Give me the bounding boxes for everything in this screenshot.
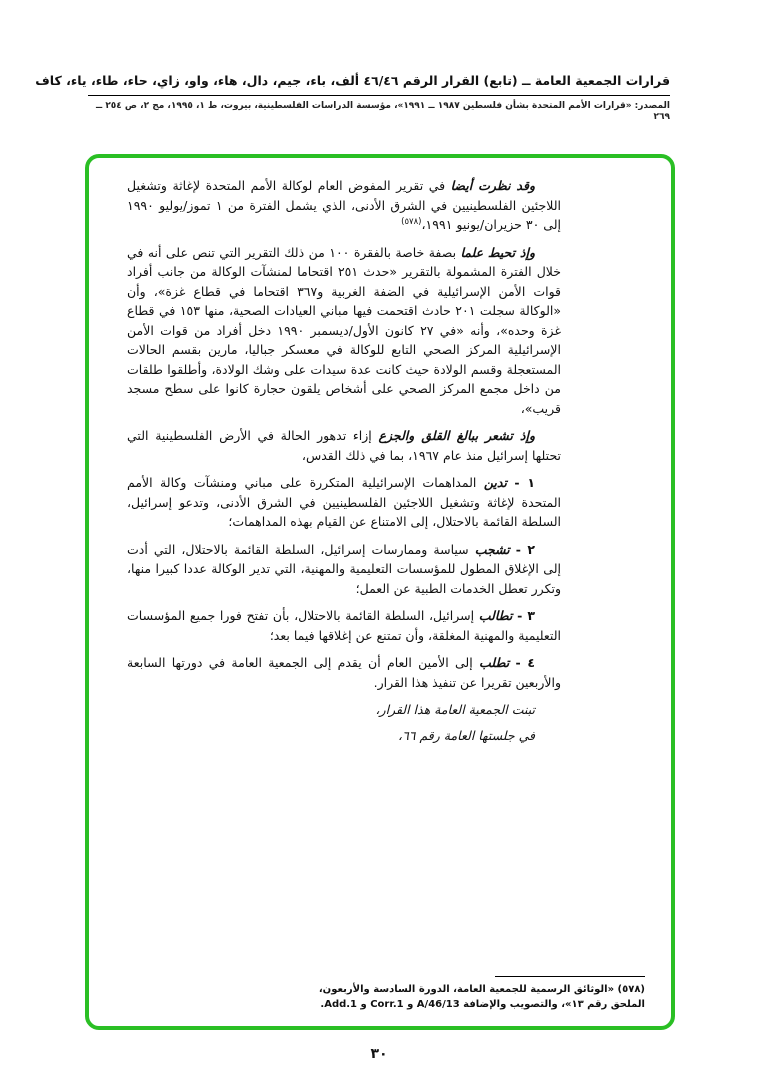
adoption-line: تبنت الجمعية العامة هذا القرار، — [375, 702, 535, 717]
operative-item — [127, 473, 561, 532]
paragraph-text: في تقرير المفوض العام لوكالة الأمم المتحدة لإغاثة وتشغيل اللاجئين الفلسطينيين في الشرق الأدنى، الذي يشمل الفترة من ١ تموز/يوليو ١٩٩٠ إلى ٣٠ حزيران/يونيو ١٩٩١، — [127, 178, 561, 232]
preamble-paragraph — [127, 426, 561, 465]
body-text-column — [127, 176, 561, 745]
footnote-ref: (٥٧٨) — [401, 216, 422, 227]
page-header: قرارات الجمعية العامة ــ (تابع) القرار الرقم ٤٦/٤٦ ألف، باء، جيم، دال، هاء، واو، زاي، حاء، طاء، ياء، كاف — [35, 73, 670, 88]
session-line: في جلستها العامة رقم ٦٦، — [398, 727, 535, 743]
item-number: ٤ - — [515, 655, 536, 670]
footnote — [311, 976, 645, 1012]
paragraph-lead: وقد نظرت أيضا — [450, 178, 535, 193]
header-rule — [88, 95, 670, 96]
paragraph-lead: وإذ تحيط علما — [460, 244, 535, 260]
item-lead: تطالب — [478, 608, 513, 623]
footnote-text: (٥٧٨) «الوثائق الرسمية للجمعية العامة، الدورة السادسة والأربعون، الملحق رقم ١٣»، والتصويب والإضافة A/46/13 و Corr.1 و Add.1. — [318, 984, 645, 1010]
item-number: ٢ - — [515, 541, 535, 557]
item-text: سياسة وممارسات إسرائيل، السلطة القائمة بالاحتلال، التي أدت إلى الإغلاق المطول للمؤسسات التعليمية والمهنية، التي تدير الوكالة عددا كبيرا منها، وتكرر تعطل الخدمات الطبية عن العمل؛ — [127, 541, 561, 596]
item-number: ٣ - — [517, 608, 535, 623]
item-lead: تشجب — [474, 541, 510, 557]
operative-item — [127, 606, 561, 645]
item-number: ١ - — [514, 475, 535, 490]
preamble-paragraph — [127, 243, 561, 419]
source-line: المصدر: «قرارات الأمم المتحدة بشأن فلسطين ١٩٨٧ ــ ١٩٩١»، مؤسسة الدراسات الفلسطينية، بيروت، ط ١، ١٩٩٥، مج ٢، ص ٢٥٤ ــ ٢٦٩ — [96, 101, 670, 122]
content-box — [85, 154, 675, 1030]
operative-item — [127, 653, 561, 692]
page-number: ٣٠ — [370, 1046, 388, 1062]
paragraph-lead: وإذ تشعر ببالغ القلق والجزع — [378, 428, 535, 443]
operative-item — [127, 540, 561, 599]
item-lead: تطلب — [479, 655, 510, 670]
paragraph-text: بصفة خاصة بالفقرة ١٠٠ من ذلك التقرير التي تنص على أنه في خلال الفترة المشمولة بالتقرير «حدث ٢٥١ اقتحاما لمنشآت الوكالة من جانب أفراد قوات الأمن الإسرائيلية في الضفة الغربية و٣٦٧ اقتحاما في قطاع غزة»، وأن «الوكالة سجلت ٢٠١ حادث اقتحمت فيها مباني العيادات الصحية، منها ١٥٣ في قطاع غزة وحده»، وأنه «في ٢٧ كانون الأول/ديسمبر ١٩٩٠ دخل أفراد من قوات الأمن الإسرائيلية المركز الصحي التابع للوكالة في معسكر جباليا، مارين بقسم الحالات المستعجلة وقسم الولادة حيث كانت عدة سيدات على وشك الولادة، وأطلقوا طلقات من داخل مجمع المركز الصحي على أشخاص يلقون حجارة كانوا على سطح مسجد قريب»، — [127, 244, 562, 416]
preamble-paragraph — [127, 176, 561, 235]
footnote-rule — [495, 976, 645, 977]
paragraph-text: إزاء تدهور الحالة في الأرض الفلسطينية التي تحتلها إسرائيل منذ عام ١٩٦٧، بما في ذلك القدس، — [127, 428, 561, 463]
item-lead: تدين — [483, 475, 507, 490]
item-text: إسرائيل، السلطة القائمة بالاحتلال، بأن تفتح فورا جميع المؤسسات التعليمية والمهنية المغلقة، وأن تمتنع عن إغلاقها فيما بعد؛ — [127, 608, 561, 643]
item-text: المداهمات الإسرائيلية المتكررة على مباني ومنشآت وكالة الأمم المتحدة لإغاثة وتشغيل اللاجئين الفلسطينيين في الشرق الأدنى، وتدعو إسرائيل، السلطة القائمة بالاحتلال، إلى الامتناع عن القيام بهذه المداهمات؛ — [127, 475, 561, 529]
item-text: إلى الأمين العام أن يقدم إلى الجمعية العامة في دورتها السابعة والأربعين تقريرا عن تنفيذ هذا القرار. — [127, 655, 561, 690]
